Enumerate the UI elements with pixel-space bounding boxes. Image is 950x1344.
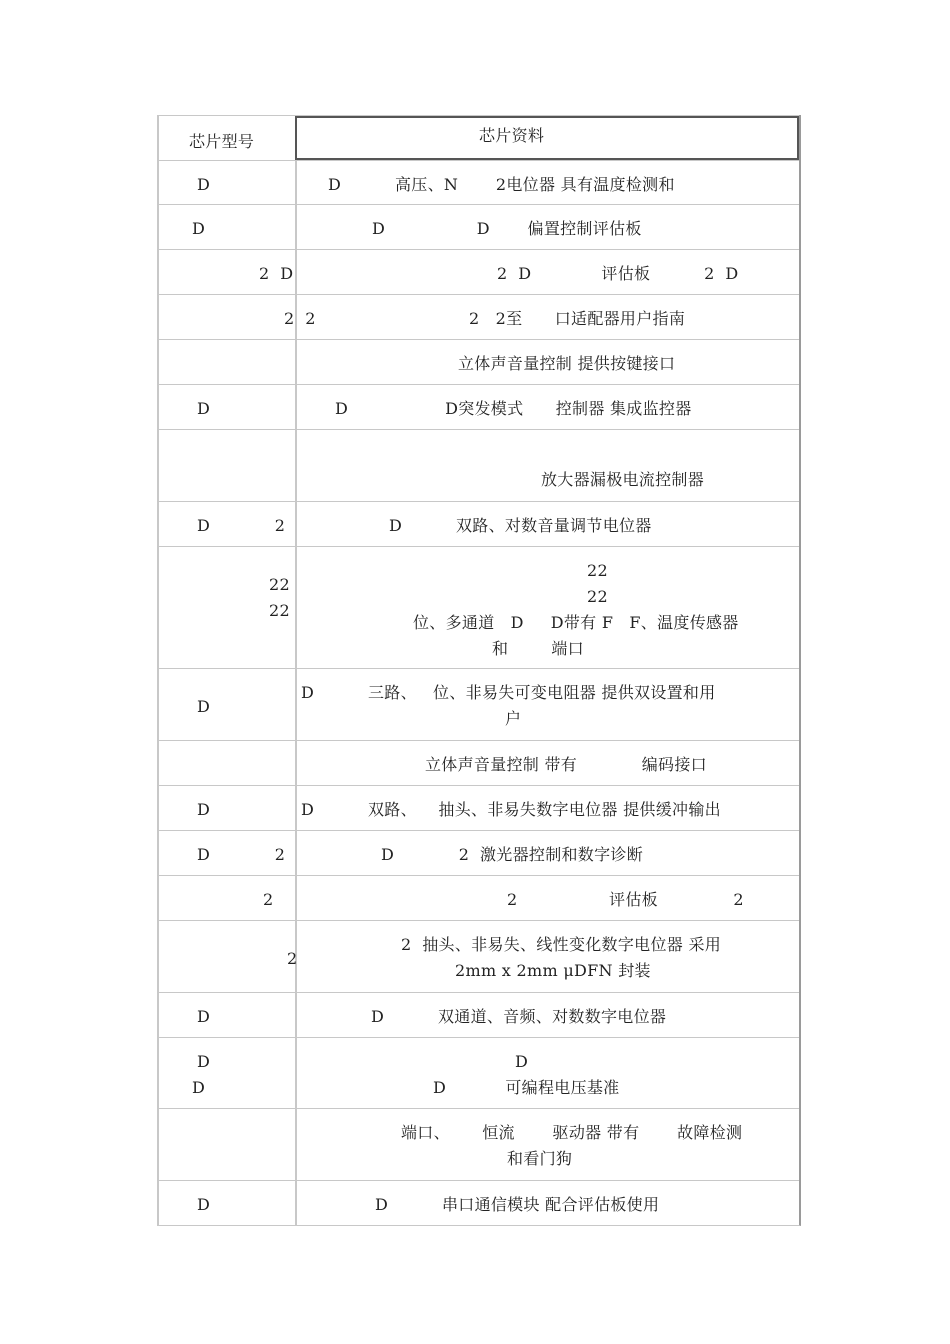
model-cell [159, 1181, 297, 1225]
info-cell [297, 1038, 799, 1108]
chip-table [157, 115, 801, 1226]
info-cell [297, 921, 799, 992]
table-row [159, 384, 799, 429]
table-row [159, 875, 799, 920]
model-cell [159, 502, 297, 546]
info-cell [297, 669, 799, 740]
model-cell [159, 250, 297, 294]
info-cell [297, 295, 799, 339]
model-text: 2 2 [284, 309, 316, 328]
model-text: 2 [287, 949, 298, 968]
model-cell [159, 876, 297, 920]
info-text: D 三路、 位、非易失可变电阻器 提供双设置和用 [301, 683, 716, 702]
info-cell [297, 831, 799, 875]
table-row [159, 339, 799, 384]
model-text: D [192, 1078, 206, 1097]
model-text: D [197, 697, 211, 716]
model-cell [159, 786, 297, 830]
info-cell [297, 205, 799, 249]
table-row [159, 740, 799, 785]
info-cell [297, 340, 799, 384]
model-cell [159, 741, 297, 785]
info-text: 立体声音量控制 提供按键接口 [458, 354, 676, 373]
info-cell [297, 993, 799, 1037]
info-text: 放大器漏极电流控制器 [541, 470, 705, 489]
table-row [159, 992, 799, 1037]
table-row [159, 1037, 799, 1108]
info-cell [297, 502, 799, 546]
model-cell [159, 669, 297, 740]
model-cell [159, 340, 297, 384]
info-text: D D 偏置控制评估板 [372, 219, 642, 238]
model-text: D [197, 399, 211, 418]
table-row [159, 429, 799, 501]
model-cell [159, 831, 297, 875]
info-cell [297, 786, 799, 830]
table-row [159, 249, 799, 294]
model-text: D [197, 1007, 211, 1026]
model-cell [159, 161, 297, 204]
table-row [159, 830, 799, 875]
info-text: D 双通道、音频、对数数字电位器 [371, 1007, 667, 1026]
table-row [159, 785, 799, 830]
model-cell [159, 1038, 297, 1108]
model-cell [159, 385, 297, 429]
header-cell-info [295, 116, 799, 160]
info-text: D 串口通信模块 配合评估板使用 [375, 1195, 660, 1214]
model-cell [159, 993, 297, 1037]
model-text: D [197, 800, 211, 819]
info-cell [297, 1181, 799, 1225]
model-cell [159, 921, 297, 992]
table-row [159, 668, 799, 740]
model-text: D [197, 175, 211, 194]
table-row [159, 920, 799, 992]
info-text: 2 2至 口适配器用户指南 [469, 309, 686, 328]
info-text: 端口、 恒流 驱动器 带有 故障检测 [401, 1123, 743, 1142]
info-text: 2mm x 2mm μDFN 封装 [455, 961, 651, 980]
info-text: 和 端口 [492, 639, 584, 658]
model-text: 2 [263, 890, 274, 909]
info-cell [297, 547, 799, 668]
model-text: 22 [269, 575, 290, 594]
info-text: D 双路、对数音量调节电位器 [389, 516, 652, 535]
model-cell [159, 1109, 297, 1180]
model-text: D [197, 1052, 211, 1071]
model-text: D 2 [197, 516, 286, 535]
info-cell [297, 161, 799, 204]
info-cell [297, 741, 799, 785]
info-text: D 可编程电压基准 [433, 1078, 620, 1097]
model-text: D 2 [197, 845, 286, 864]
table-row [159, 501, 799, 546]
model-cell [159, 205, 297, 249]
info-text: D 高压、N 2电位器 具有温度检测和 [328, 175, 675, 194]
info-cell [297, 430, 799, 501]
model-cell [159, 547, 297, 668]
info-text: D 双路、 抽头、非易失数字电位器 提供缓冲输出 [301, 800, 721, 819]
table-header-row [159, 115, 799, 160]
header-model-label: 芯片型号 [189, 132, 255, 151]
info-text: 22 [587, 561, 608, 580]
info-text: 2 D 评估板 2 D [497, 264, 739, 283]
info-text: D 2 激光器控制和数字诊断 [381, 845, 644, 864]
model-text: D [192, 219, 206, 238]
info-text: 户 [505, 709, 522, 728]
info-text: 和看门狗 [507, 1149, 573, 1168]
header-info-label: 芯片资料 [479, 126, 545, 145]
info-text: 2 抽头、非易失、线性变化数字电位器 采用 [401, 935, 722, 954]
model-cell [159, 295, 316, 339]
info-text: 立体声音量控制 带有 编码接口 [425, 755, 707, 774]
info-text: D D突发模式 控制器 集成监控器 [335, 399, 692, 418]
table-row [159, 204, 799, 249]
table-row [159, 294, 799, 339]
model-cell [159, 430, 297, 501]
info-cell [297, 876, 799, 920]
info-cell [297, 250, 799, 294]
model-text: 2 D [259, 264, 294, 283]
table-row [159, 1180, 799, 1225]
info-cell [297, 1109, 799, 1180]
model-text: D [197, 1195, 211, 1214]
model-text: 22 [269, 601, 290, 620]
info-text: 2 评估板 2 [507, 890, 744, 909]
table-row [159, 160, 799, 204]
header-cell-model [159, 116, 297, 160]
table-row [159, 546, 799, 668]
info-text: 位、多通道 D D带有 F F、温度传感器 [413, 613, 739, 632]
info-text: D [515, 1052, 529, 1071]
table-row [159, 1108, 799, 1180]
info-cell [297, 385, 799, 429]
info-text: 22 [587, 587, 608, 606]
